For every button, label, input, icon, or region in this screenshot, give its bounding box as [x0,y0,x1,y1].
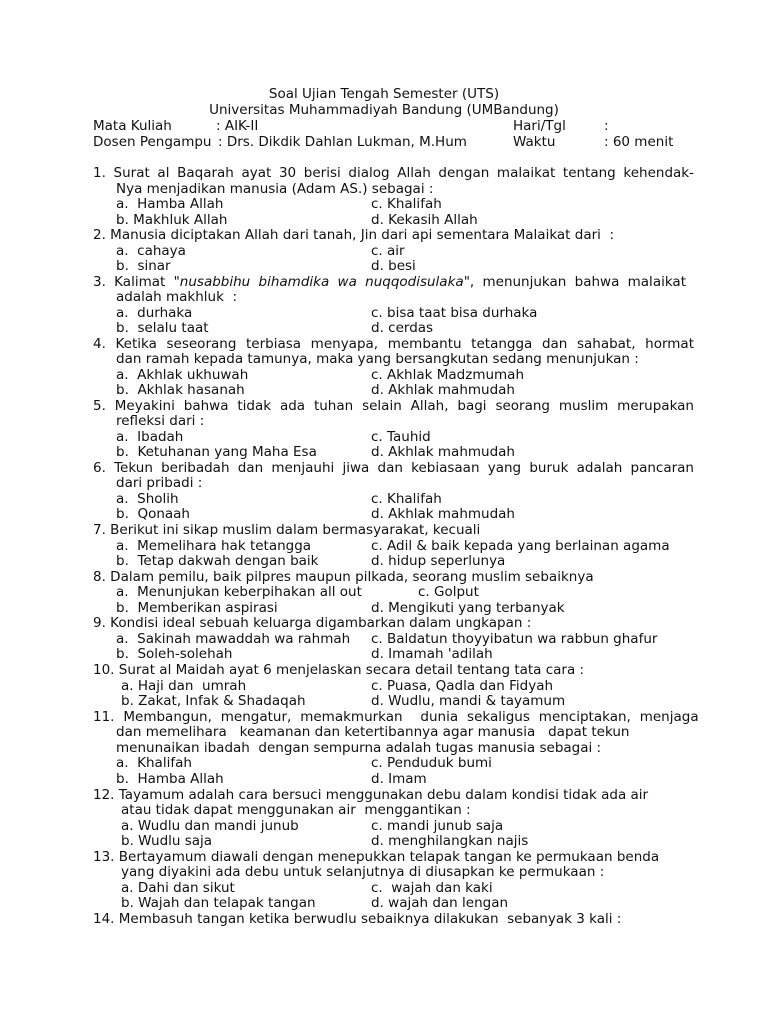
option-row [0,818,768,834]
option-row [0,538,768,554]
question-text: 1. Surat al Baqarah ayat 30 berisi dialog Allah dengan malaikat tentang kehendak- [93,165,694,181]
lecturer-label: Dosen Pengampu [93,134,212,150]
option-row [0,382,768,398]
option-b: b. Makhluk Allah [116,212,228,228]
option-row [0,367,768,383]
option-row [0,678,768,694]
option-a: a. Akhlak ukhuwah [116,367,249,383]
option-c: c. mandi junub saja [371,818,504,834]
question-3-cont [0,289,768,305]
option-b: b. Wudlu saja [121,833,213,849]
option-c: c. wajah dan kaki [371,880,493,896]
option-a: a. Haji dan umrah [121,678,247,694]
question-13-cont [0,864,768,880]
option-c: c. Adil & baik kepada yang berlainan agama [371,538,670,554]
question-1 [0,165,768,181]
question-3 [0,274,768,290]
option-d: d. Akhlak mahmudah [371,382,515,398]
question-text: 13. Bertayamum diawali dengan menepukkan telapak tangan ke permukaan benda [93,849,660,865]
question-text: 12. Tayamum adalah cara bersuci menggunakan debu dalam kondisi tidak ada air [93,787,649,803]
option-c: c. Baldatun thoyyibatun wa rabbun ghafur [371,631,658,647]
question-12 [0,787,768,803]
question-text: refleksi dari : [116,413,205,429]
lecturer-line [0,134,768,150]
option-row [0,196,768,212]
arabic-phrase: nusabbihu bihamdika wa nuqqodisulaka [179,274,464,290]
question-text: 10. Surat al Maidah ayat 6 menjelaskan secara detail tentang tata cara : [93,662,585,678]
option-row [0,491,768,507]
question-text: dan ramah kepada tamunya, maka yang bersangkutan sedang menunjukan : [116,351,639,367]
option-d: d. Mengikuti yang terbanyak [371,600,565,616]
option-row [0,444,768,460]
question-text: Nya menjadikan manusia (Adam AS.) sebagai : [116,181,434,197]
question-text-part: 3. Kalimat "nusabbihu bihamdika wa nuqqodisulaka", menunjukan bahwa malaikat [93,274,686,290]
option-row [0,600,768,616]
option-row [0,429,768,445]
option-row [0,880,768,896]
option-d: d. Akhlak mahmudah [371,444,515,460]
option-row [0,305,768,321]
option-c: c. Akhlak Madzmumah [371,367,525,383]
question-text: adalah makhluk : [116,289,238,305]
question-text: menunaikan ibadah dengan sempurna adalah tugas manusia sebagai : [116,740,602,756]
option-d: d. Akhlak mahmudah [371,506,515,522]
date-label: Hari/Tgl [513,118,566,134]
option-row [0,320,768,336]
option-c: c. Tauhid [371,429,431,445]
question-2 [0,227,768,243]
option-d: d. menghilangkan najis [371,833,529,849]
option-a: a. Wudlu dan mandi junub [121,818,299,834]
question-4-cont [0,351,768,367]
question-text: 5. Meyakini bahwa tidak ada tuhan selain Allah, bagi seorang muslim merupakan [93,398,694,414]
option-row [0,771,768,787]
exam-title: Soal Ujian Tengah Semester (UTS) [268,86,500,102]
question-13 [0,849,768,865]
question-text: dari pribadi : [116,475,203,491]
option-row [0,631,768,647]
question-6 [0,460,768,476]
question-text: 6. Tekun beribadah dan menjauhi jiwa dan kebiasaan yang buruk adalah pancaran [93,460,694,476]
question-text: atau tidak dapat menggunakan air menggantikan : [121,802,471,818]
question-12-cont [0,802,768,818]
question-text: 14. Membasuh tangan ketika berwudlu sebaiknya dilakukan sebanyak 3 kali : [93,911,622,927]
question-text: 4. Ketika seseorang terbiasa menyapa, membantu tetangga dan sahabat, hormat [93,336,694,352]
university-name: Universitas Muhammadiyah Bandung (UMBandung) [209,102,559,118]
option-b: b. Tetap dakwah dengan baik [116,553,319,569]
option-row [0,755,768,771]
option-d: d. Imam [371,771,427,787]
option-d: d. besi [371,258,416,274]
question-text: 2. Manusia diciptakan Allah dari tanah, Jin dari api sementara Malaikat dari : [93,227,615,243]
option-c: c. Khalifah [371,196,442,212]
option-row [0,693,768,709]
option-a: a. Menunjukan keberpihakan all out [116,584,362,600]
option-b: b. Zakat, Infak & Shadaqah [121,693,306,709]
option-a: a. Dahi dan sikut [121,880,235,896]
option-c: c. Golput [418,584,479,600]
option-b: b. Ketuhanan yang Maha Esa [116,444,317,460]
option-a: a. cahaya [116,243,186,259]
option-row [0,258,768,274]
time-value: : 60 menit [604,134,674,150]
option-row [0,833,768,849]
question-text [93,274,686,290]
option-a: a. Memelihara hak tetangga [116,538,312,554]
option-c: c. Khalifah [371,491,442,507]
question-10 [0,662,768,678]
question-5 [0,398,768,414]
course-line [0,118,768,134]
option-b: b. Qonaah [116,506,190,522]
option-d: d. hidup seperlunya [371,553,506,569]
question-11-cont [0,740,768,756]
option-c: c. bisa taat bisa durhaka [371,305,538,321]
course-label: Mata Kuliah [93,118,172,134]
option-row [0,243,768,259]
university-line [0,102,768,118]
option-a: a. Sholih [116,491,179,507]
option-a: a. durhaka [116,305,193,321]
question-6-cont [0,475,768,491]
option-c: c. Puasa, Qadla dan Fidyah [371,678,554,694]
option-row [0,895,768,911]
question-11 [0,709,768,725]
option-a: a. Sakinah mawaddah wa rahmah [116,631,351,647]
lecturer-value: : Drs. Dikdik Dahlan Lukman, M.Hum [218,134,467,150]
question-text: 7. Berikut ini sikap muslim dalam bermasyarakat, kecuali [93,522,481,538]
option-row [0,646,768,662]
option-a: a. Ibadah [116,429,184,445]
option-b: b. Soleh-solehah [116,646,233,662]
option-b: b. Memberikan aspirasi [116,600,278,616]
option-c: c. Penduduk bumi [371,755,492,771]
question-text: dan memelihara keamanan dan ketertibannya agar manusia dapat tekun [116,724,630,740]
question-5-cont [0,413,768,429]
option-c: c. air [371,243,405,259]
option-b: b. Akhlak hasanah [116,382,245,398]
option-d: d. Kekasih Allah [371,212,478,228]
option-b: b. Hamba Allah [116,771,224,787]
option-d: d. Wudlu, mandi & tayamum [371,693,566,709]
question-4 [0,336,768,352]
option-row [0,584,768,600]
option-a: a. Khalifah [116,755,192,771]
question-text: yang diyakini ada debu untuk selanjutnya di diusapkan ke permukaan : [121,864,605,880]
option-b: b. Wajah dan telapak tangan [121,895,316,911]
question-11-cont [0,724,768,740]
question-text: 8. Dalam pemilu, baik pilpres maupun pilkada, seorang muslim sebaiknya [93,569,594,585]
option-row [0,212,768,228]
option-d: d. Imamah 'adilah [371,646,493,662]
course-value: : AIK-II [216,118,259,134]
question-14 [0,911,768,927]
option-b: b. selalu taat [116,320,209,336]
date-value: : [604,118,609,134]
question-9 [0,615,768,631]
option-a: a. Hamba Allah [116,196,224,212]
question-text: 11. Membangun, mengatur, memakmurkan dunia sekaligus menciptakan, menjaga [93,709,699,725]
question-text: 9. Kondisi ideal sebuah keluarga digambarkan dalam ungkapan : [93,615,532,631]
option-b: b. sinar [116,258,171,274]
option-row [0,506,768,522]
option-d: d. cerdas [371,320,434,336]
question-7 [0,522,768,538]
option-row [0,553,768,569]
time-label: Waktu [513,134,556,150]
question-1-cont [0,181,768,197]
exam-title-line [0,86,768,102]
question-8 [0,569,768,585]
option-d: d. wajah dan lengan [371,895,509,911]
